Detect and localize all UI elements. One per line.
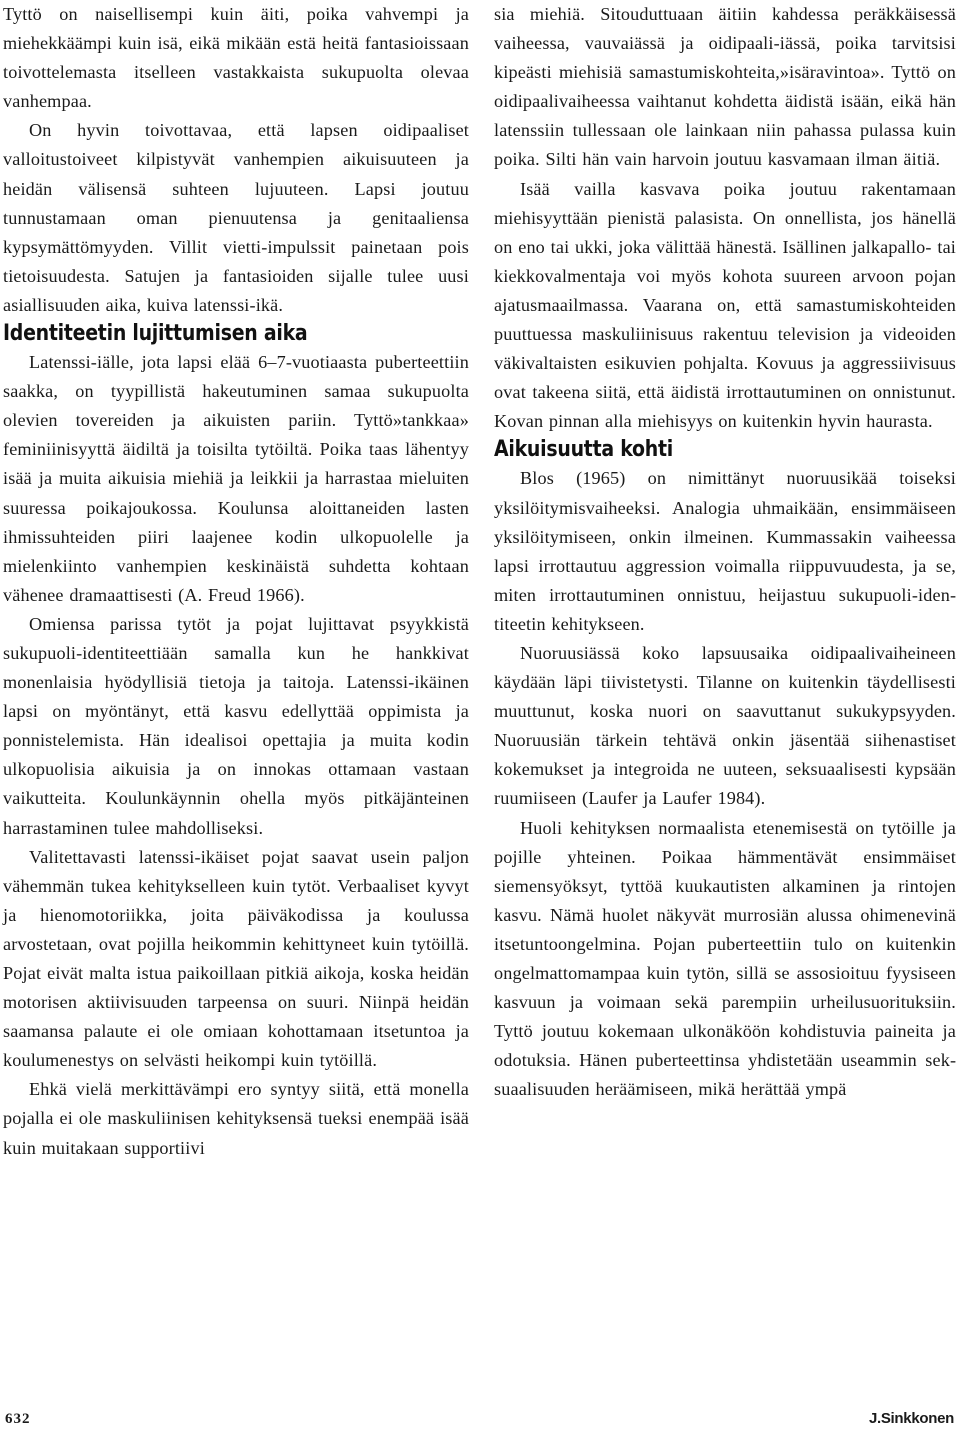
- left-paragraph-3: Latenssi-iälle, jota lapsi elää 6–7-vuotiaasta puberteettiin saakka, on tyypillistä hakeutuminen samaa sukupuolta olevien tovereiden ja aikuisten pariin. Tyttö»tankkaa» feminiinisyyttä äidiltä ja toisilta tytöiltä. Poika taas lähentyy isää ja muita aikuisia miehiä ja leikkii ja harrastaa mieluiten suuressa poikajoukossa. Koulunsa aloittaneiden lasten ihmissuhteiden piiri laajenee kodin ulkopuolelle ja mielenkiinto vanhempien keskinäistä suhdetta kohtaan vähenee dramaattisesti (A. Freud 1966).: [3, 352, 469, 605]
- left-paragraph-4: Omiensa parissa tytöt ja pojat lujittavat psyykkistä sukupuoli-identiteettiään samalla kun he hankkivat monenlaisia hyödyllisiä tietoja ja taitoja. Latenssi-ikäinen lapsi on myöntänyt, että kasvu edellyttää oppimista ja ponnistelemista. Hän idealisoi opettajia ja muita kodin ulkopuolisia aikuisia ja on innokas ottamaan vastaan vaikutteita. Koulunkäynnin ohella myös pitkäjänteinen harrastaminen tulee mahdolliseksi.: [3, 613, 469, 838]
- section-heading-adulthood: Aikuisuutta kohti: [494, 437, 674, 463]
- left-column: [3, 0, 469, 1163]
- right-column: [494, 0, 956, 1104]
- left-paragraph-2: On hyvin toivottavaa, että lapsen oidipaaliset valloitustoiveet kilpistyvät vanhempien aikuisuuteen ja heidän välisensä suhteen lujuuteen. Lapsi joutuu tunnustamaan oman pienuutensa ja genitaaliensa kypsymättömyyden. Villit vietti-impulssit painetaan pois tietoisuudesta. Satujen ja fantasioiden sijalle tulee uusi asiallisuuden aika, kuiva latenssi-ikä.: [3, 120, 469, 315]
- right-paragraph-4: Nuoruusiässä koko lapsuusaika oidipaalivaiheineen käydään läpi tiivistetysti. Tilanne on kuitenkin täydellisesti muuttunut, koska nuori on saavuttanut sukukypsyyden. Nuoruusiän tärkein tehtävä onkin jäsentää siihenastiset kokemukset ja integroida ne uuteen, seksuaalisesti kypsään ruumiiseen (Laufer ja Laufer 1984).: [494, 642, 956, 809]
- right-paragraph-2: Isää vailla kasvava poika joutuu rakentamaan miehisyyttään pienistä palasista. On onnellista, jos hänellä on eno tai ukki, joka välittää hänestä. Isällinen jalkapallo- tai kiekkovalmentaja voi myös kohota suureen arvoon pojan ajatusmaailmassa. Vaarana on, että samastumiskohteiden puuttuessa maskuliinisuus rakentuu television ja videoiden väkivaltaisten esikuvien pohjalta. Kovuus ja aggressiivisuus ovat takeena siitä, että äidistä irrottautuminen on onnistunut. Kovan pinnan alla miehisyys on kuitenkin hyvin haurasta.: [494, 178, 956, 432]
- left-paragraph-6: Ehkä vielä merkittävämpi ero syntyy siitä, että monella pojalla ei ole maskuliinisen kehityksensä tueksi enempää isää kuin muitakaan supportiivi: [3, 1079, 469, 1158]
- right-paragraph-1: sia miehiä. Sitouduttuaan äitiin kahdessa peräkkäisessä vaiheessa, vauvaiässä ja oidipaali-iässä, poika tarvitsisi kipeästi miehisiä samastumiskohteita,»isäravintoa». Tyttö on oidipaalivaiheessa vaihtanut kohdetta äidistä isään, eikä hän latenssiin tullessaan ole lainkaan niin pahassa pulassa kuin poika. Silti hän vain harvoin joutuu kasvamaan ilman äitiä.: [494, 4, 956, 170]
- section-heading-identity: Identiteetin lujittumisen aika: [3, 321, 308, 347]
- left-paragraph-5: Valitettavasti latenssi-ikäiset pojat saavat usein paljon vähemmän tukea kehitykselleen kuin tytöt. Verbaaliset kyvyt ja hienomotoriikka, joita päiväkodissa ja koulussa arvostetaan, ovat pojilla heikommin kehittyneet kuin tytöillä. Pojat eivät malta istua paikoillaan pitkiä aikoja, koska heidän motorisen aktiivisuuden tarpeensa on suuri. Niinpä heidän saamansa palaute ei ole omiaan kohottamaan itsetuntoa ja koulumenestys on selvästi heikompi kuin tytöillä.: [3, 846, 469, 1071]
- right-paragraph-3: Blos (1965) on nimittänyt nuoruusikää toiseksi yksilöitymisvaiheeksi. Analogia uhmaikään, ensimmäiseen yksilöitymiseen, onkin ilmeinen. Kummassakin vaiheessa lapsi irrottautuu aggression voimalla riippuvuudesta, ja se, miten irrottautuminen onnistuu, heijastuu sukupuoli-identiteetin kehitykseen.: [494, 468, 956, 634]
- left-paragraph-1: Tyttö on naisellisempi kuin äiti, poika vahvempi ja miehekkäämpi kuin isä, eikä mikään estä heitä fantasioissaan toivottelemasta itselleen vastakkaista sukupuolta olevaa vanhempaa.: [3, 4, 469, 112]
- running-footer-author: J.Sinkkonen: [868, 1410, 954, 1427]
- page-number: 632: [5, 1411, 31, 1427]
- right-paragraph-5: Huoli kehityksen normaalista etenemisestä on tytöille ja pojille yhteinen. Poikaa hämmentävät ensimmäiset siemensyöksyt, tyttöä kuukautisten alkaminen ja rintojen kasvu. Nämä huolet näkyvät murrosiän alussa ohimenevinä itsetuntoongelmina. Pojan puberteettiin tulo on kuitenkin ongelmattomampaa kuin tytön, sillä se assosioituu fyysiseen kasvuun ja voimaan sekä parempiin urheilusuorituksiin. Tyttö joutuu kokemaan ulkonäköön kohdistuvia paineita ja odotuksia. Hänen puberteettinsa yhdistetään useammin seksuaalisuuden heräämiseen, mikä herättää ympä: [494, 817, 956, 1100]
